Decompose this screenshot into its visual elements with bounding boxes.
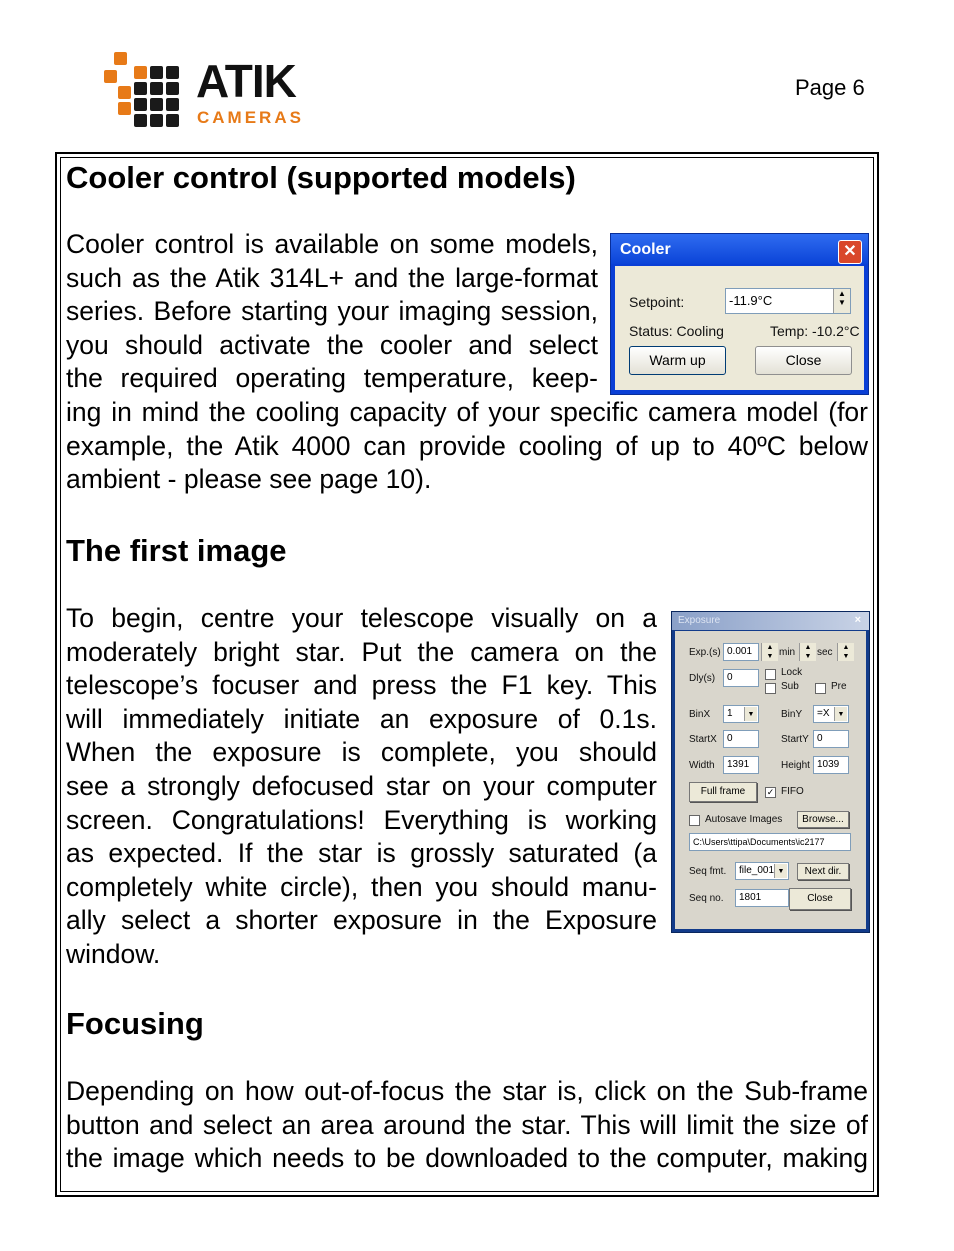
- startx-label: StartX: [689, 734, 717, 745]
- text-line: the image which needs to be downloaded to the computer, making: [66, 1143, 868, 1174]
- exposure-title-bar: [672, 612, 869, 630]
- logo-block: [166, 114, 179, 127]
- sec-label: sec: [817, 647, 833, 658]
- width-field[interactable]: 1391: [723, 756, 759, 774]
- biny-select[interactable]: [813, 705, 849, 723]
- cooler-title-bar: [611, 234, 868, 264]
- fifo-checkbox[interactable]: ✓: [766, 787, 775, 797]
- exposure-window-title: Exposure: [678, 615, 721, 626]
- warm-up-button[interactable]: Warm up: [629, 346, 726, 375]
- exp-spinner[interactable]: ▲ ▼: [761, 643, 778, 661]
- pre-label: Pre: [831, 681, 847, 692]
- biny-label: BinY: [781, 709, 803, 720]
- text-line: ally select a shorter exposure in the Exposure: [66, 905, 657, 936]
- page-number: Page 6: [795, 75, 865, 100]
- binx-label: BinX: [689, 709, 711, 720]
- text-line: screen. Congratulations! Everything is working: [66, 804, 657, 835]
- text-line: see a strongly defocused star on your computer: [66, 770, 657, 801]
- text-line: as expected. If the star is grossly saturated (a: [66, 838, 657, 869]
- sec-spinner[interactable]: ▲ ▼: [837, 643, 854, 661]
- dly-field[interactable]: 0: [723, 669, 759, 687]
- logo-block: [118, 86, 131, 99]
- sub-checkbox[interactable]: [765, 683, 776, 694]
- chevron-down-icon[interactable]: ▼: [744, 707, 757, 721]
- exposure-body: [675, 631, 866, 929]
- logo-block: [118, 102, 131, 115]
- close-icon[interactable]: ×: [854, 614, 861, 626]
- sub-label: Sub: [781, 681, 799, 692]
- close-button[interactable]: Close: [789, 888, 851, 910]
- logo-subtext: CAMERAS: [197, 108, 304, 127]
- setpoint-label: Setpoint:: [629, 294, 685, 310]
- startx-field[interactable]: 0: [723, 730, 759, 748]
- section-heading-cooler: Cooler control (supported models): [66, 160, 576, 195]
- logo-block: [166, 98, 179, 111]
- binx-select[interactable]: [723, 705, 759, 723]
- logo-block: [166, 82, 179, 95]
- focusing-paragraph: [66, 1075, 868, 1176]
- text-line: When the exposure is complete, you should: [66, 737, 657, 768]
- fifo-label: FIFO: [781, 786, 804, 797]
- seq-fmt-select[interactable]: [735, 862, 789, 880]
- cooler-window-title: Cooler: [620, 241, 671, 258]
- logo-block: [134, 66, 147, 79]
- atik-cameras-logo: [104, 52, 319, 128]
- first-image-paragraph: [66, 602, 657, 972]
- logo-block: [150, 66, 163, 79]
- seq-no-field[interactable]: 1801: [735, 889, 789, 907]
- text-line: button and select an area around the star. This will limit the size of: [66, 1109, 868, 1140]
- text-line: To begin, centre your telescope visually on a: [66, 603, 657, 633]
- section-heading-first-image: The first image: [66, 533, 287, 568]
- logo-block: [134, 114, 147, 127]
- logo-block: [134, 82, 147, 95]
- min-label: min: [779, 647, 796, 658]
- cooler-paragraph-bottom: [66, 396, 868, 497]
- text-line: the required operating temperature, keep-: [66, 363, 598, 394]
- biny-value: =X: [817, 708, 830, 719]
- logo-block: [166, 66, 179, 79]
- full-frame-button[interactable]: Full frame: [689, 782, 757, 802]
- seq-fmt-value: file_001: [739, 865, 775, 876]
- browse-button[interactable]: Browse...: [797, 811, 849, 828]
- starty-label: StartY: [781, 734, 809, 745]
- autosave-label: Autosave Images: [705, 814, 783, 825]
- setpoint-field[interactable]: [725, 288, 851, 314]
- logo-block: [150, 98, 163, 111]
- text-line: moderately bright star. Put the camera on the: [66, 636, 657, 667]
- logo-block: [150, 114, 163, 127]
- setpoint-spinner[interactable]: ▲ ▼: [833, 289, 850, 313]
- chevron-down-icon[interactable]: ▼: [774, 864, 787, 878]
- cooler-paragraph-top: [66, 228, 598, 396]
- text-line: you should activate the cooler and select: [66, 329, 598, 360]
- binx-value: 1: [727, 708, 733, 719]
- setpoint-value: -11.9°C: [729, 293, 773, 308]
- width-label: Width: [689, 760, 715, 771]
- dly-label: Dly(s): [689, 673, 716, 684]
- text-line: window.: [66, 938, 161, 969]
- text-line: series. Before starting your imaging session,: [66, 296, 598, 327]
- save-path-field[interactable]: C:\Users\ttipa\Documents\ic2177: [689, 833, 851, 851]
- logo-block: [134, 98, 147, 111]
- logo-text: ATIK: [196, 55, 296, 107]
- text-line: ambient - please see page 10).: [66, 464, 432, 495]
- exp-field[interactable]: 0.001: [723, 643, 759, 661]
- text-line: ing in mind the cooling capacity of your specific camera model (for: [66, 397, 868, 427]
- logo-block: [114, 52, 127, 65]
- text-line: Depending on how out-of-focus the star is, click on the Sub-frame: [66, 1076, 868, 1106]
- lock-sub-checkbox[interactable]: [765, 669, 776, 680]
- chevron-down-icon[interactable]: ▼: [834, 707, 847, 721]
- text-line: completely white circle), then you should manu-: [66, 871, 657, 902]
- cooler-body: [615, 266, 864, 390]
- pre-checkbox[interactable]: [815, 683, 826, 694]
- min-spinner[interactable]: ▲ ▼: [799, 643, 816, 661]
- seq-no-label: Seq no.: [689, 893, 724, 904]
- text-line: example, the Atik 4000 can provide cooling of up to 40ºC below: [66, 430, 868, 461]
- close-icon[interactable]: ✕: [838, 240, 862, 264]
- text-line: Cooler control is available on some models,: [66, 229, 598, 259]
- lock-label: Lock: [781, 667, 803, 678]
- autosave-checkbox[interactable]: [689, 815, 700, 826]
- text-line: will immediately initiate an exposure of 0.1s.: [66, 703, 657, 734]
- status-label: Status: Cooling: [629, 323, 724, 339]
- text-line: telescope’s focuser and press the F1 key. This: [66, 670, 657, 701]
- logo-block: [150, 82, 163, 95]
- section-heading-focusing: Focusing: [66, 1006, 204, 1041]
- exposure-window: [671, 611, 870, 933]
- temp-label: Temp: -10.2°C: [770, 323, 860, 339]
- logo-block: [104, 70, 117, 83]
- height-label: Height: [781, 760, 810, 771]
- close-button[interactable]: Close: [755, 346, 852, 375]
- cooler-window: [610, 233, 869, 395]
- seq-fmt-label: Seq fmt.: [689, 866, 727, 877]
- next-dir-button[interactable]: Next dir.: [797, 863, 849, 880]
- height-field[interactable]: 1039: [813, 756, 849, 774]
- text-line: such as the Atik 314L+ and the large-format: [66, 262, 598, 293]
- starty-field[interactable]: 0: [813, 730, 849, 748]
- exp-label: Exp.(s): [689, 647, 721, 658]
